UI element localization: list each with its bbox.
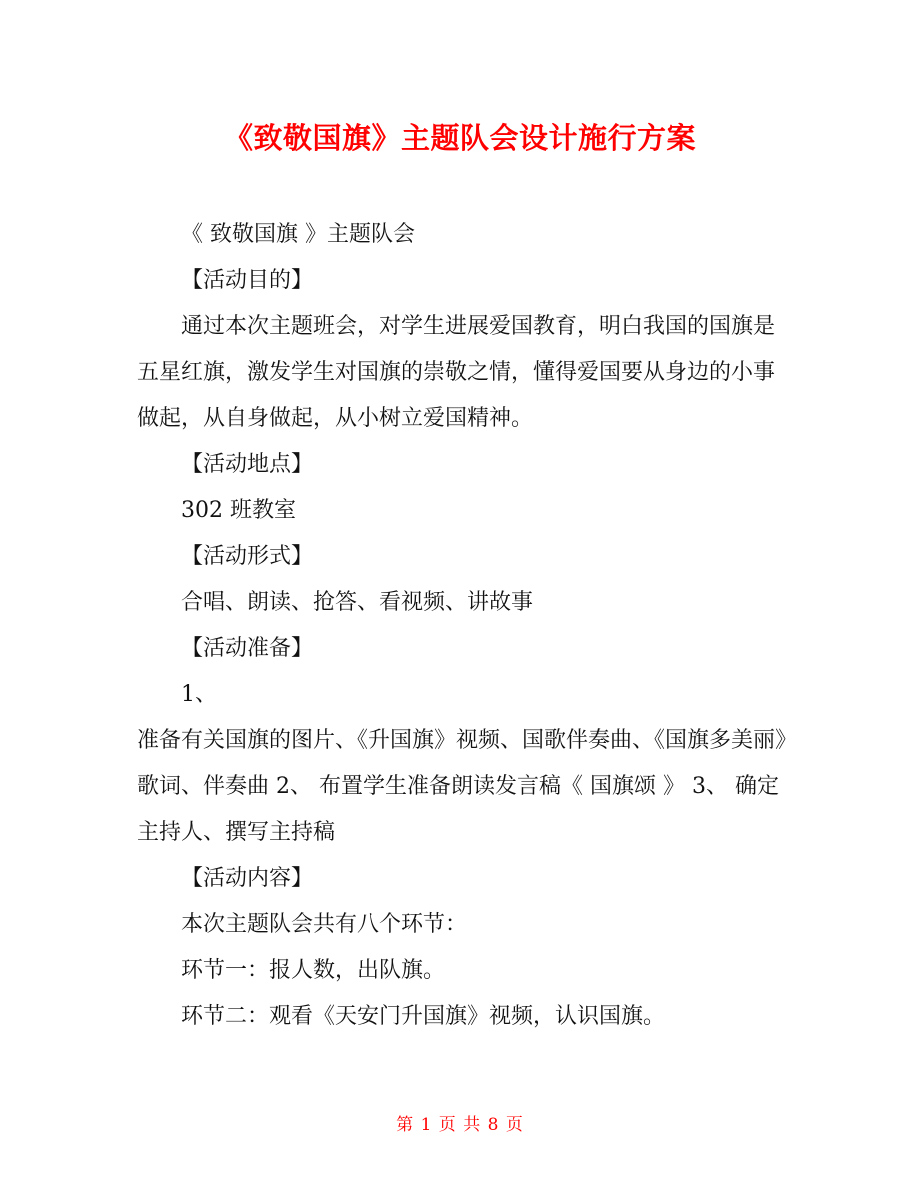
- location-text: 302 班教室: [181, 498, 296, 523]
- document-body: [137, 212, 787, 1040]
- page-footer: 第 1 页 共 8 页: [396, 1115, 524, 1135]
- step-one: 环节一：报人数，出队旗。: [181, 958, 446, 983]
- document-title: 《致敬国旗》主题队会设计施行方案: [223, 121, 696, 155]
- purpose-paragraph: 通过本次主题班会，对学生进展爱国教育，明白我国的国旗是五星红旗，激发学生对国旗的崇敬之情，懂得爱国要从身边的小事做起，从自身做起，从小树立爱国精神。: [137, 314, 776, 431]
- section-heading-purpose: 【活动目的】: [181, 268, 314, 293]
- section-heading-content: 【活动内容】: [181, 866, 314, 891]
- preparation-item-number: 1、: [181, 682, 217, 707]
- subtitle-line: 《 致敬国旗 》主题队会: [181, 222, 415, 247]
- content-intro: 本次主题队会共有八个环节：: [181, 912, 468, 937]
- format-text: 合唱、朗读、抢答、看视频、讲故事: [181, 590, 534, 615]
- section-heading-preparation: 【活动准备】: [181, 636, 314, 661]
- step-two: 环节二：观看《天安门升国旗》视频，认识国旗。: [181, 1004, 666, 1029]
- preparation-paragraph: 准备有关国旗的图片、《升国旗》视频、国歌伴奏曲、《国旗多美丽》歌词、伴奏曲 2、 布置学生准备朗读发言稿《 国旗颂 》 3、 确定主持人、撰写主持稿: [137, 728, 787, 845]
- section-heading-format: 【活动形式】: [181, 544, 314, 569]
- section-heading-location: 【活动地点】: [181, 452, 314, 477]
